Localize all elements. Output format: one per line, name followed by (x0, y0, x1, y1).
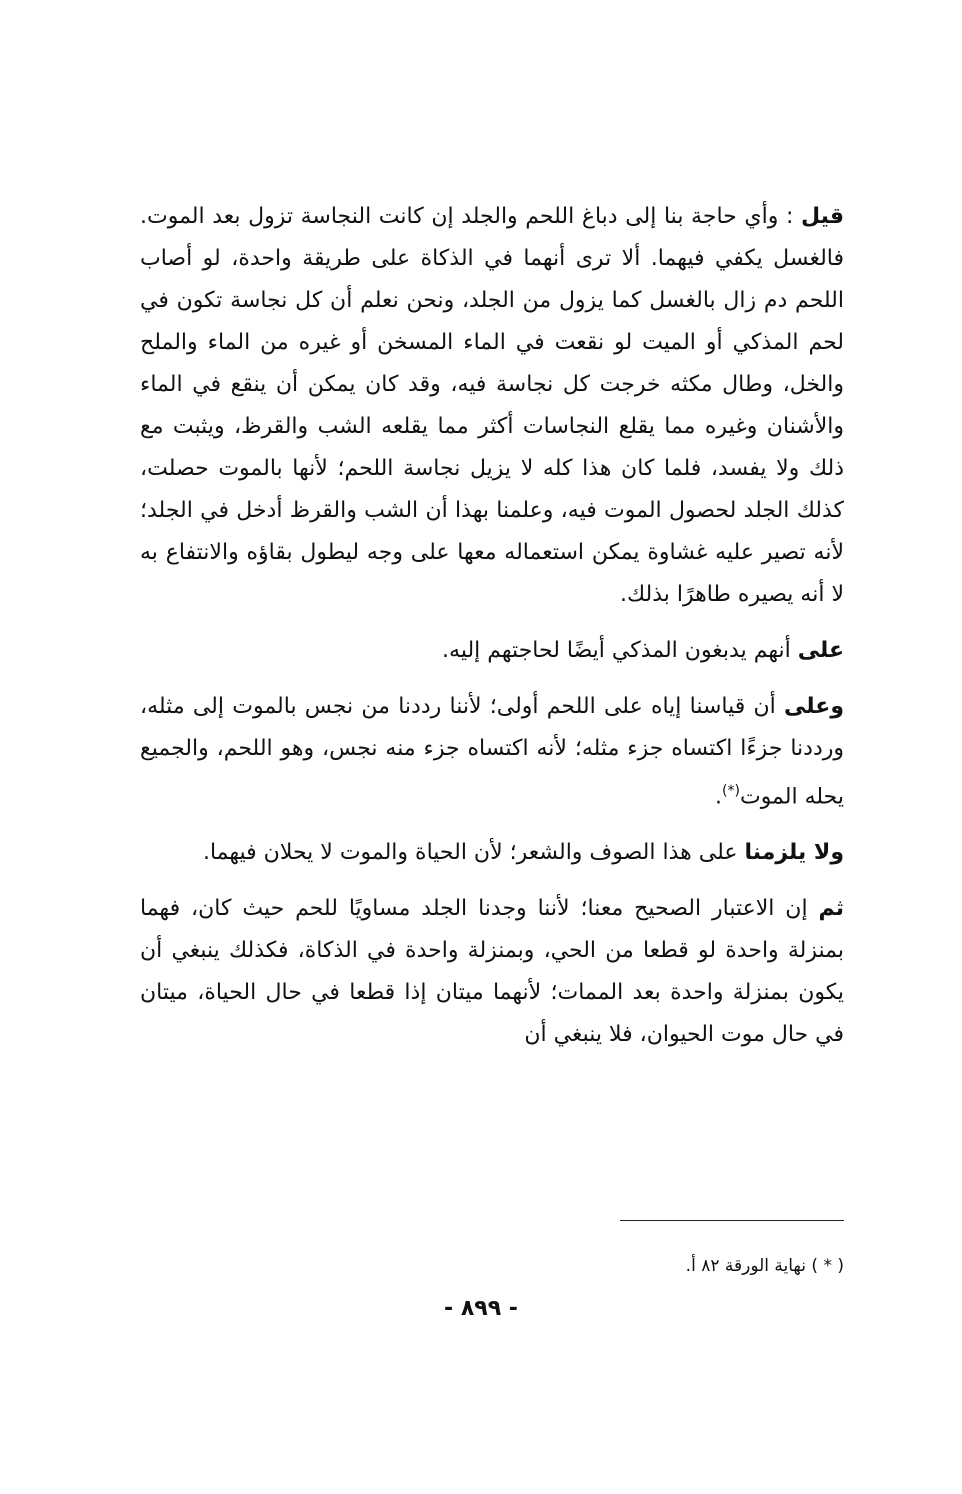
paragraph-2 (140, 630, 844, 672)
page-body (140, 196, 844, 1070)
footnote-marker: ( * ) (811, 1256, 844, 1276)
paragraph-3 (140, 686, 844, 818)
paragraph-3-tail: . (715, 784, 723, 810)
paragraph-3-text: أن قياسنا إياه على اللحم أولى؛ لأننا رددنا من نجس بالموت إلى مثله، ورددنا جزءًا اكتساه جزء مثله؛ لأنه اكتساه جزء منه نجس، وهو اللحم، والجميع يحله الموت (140, 694, 844, 810)
paragraph-1-text: : وأي حاجة بنا إلى دباغ اللحم والجلد إن كانت النجاسة تزول بعد الموت. فالغسل يكفي فيهما. ألا ترى أنهما في الذكاة على طريقة واحدة، لو أصاب اللحم دم زال بالغسل كما يزول من الجلد، ونحن نعلم أن كل نجاسة تكون في لحم المذكي أو الميت لو نقعت في الماء المسخن أو غيره من الماء والملح والخل، وطال مكثه خرجت كل نجاسة فيه، وقد كان يمكن أن ينقع في الماء والأشنان وغيره مما يقلع النجاسات أكثر مما يقلعه الشب والقرظ، ويثبت مع ذلك ولا يفسد، فلما كان هذا كله لا يزيل نجاسة اللحم؛ لأنها بالموت حصلت، كذلك الجلد لحصول الموت فيه، وعلمنا بهذا أن الشب والقرظ أدخل في الجلد؛ لأنه تصير عليه غشاوة يمكن استعماله معها على وجه ليطول بقاؤه والانتفاع به لا أنه يصيره طاهرًا بذلك. (140, 204, 844, 607)
paragraph-4-lead: ولا يلزمنا (744, 840, 844, 866)
paragraph-4 (140, 832, 844, 874)
footnote-text: نهاية الورقة ٨٢ أ. (685, 1256, 807, 1276)
paragraph-5-text: إن الاعتبار الصحيح معنا؛ لأننا وجدنا الجلد مساويًا للحم حيث كان، فهما بمنزلة واحدة لو قطعا من الحي، وبمنزلة واحدة في الذكاة، فكذلك ينبغي أن يكون بمنزلة واحدة بعد الممات؛ لأنهما ميتان إذا قطعا في حال الحياة، ميتان في حال موت الحيوان، فلا ينبغي أن (140, 896, 844, 1048)
footnote (686, 1254, 844, 1278)
page-number: - ٨٩٩ - (444, 1296, 518, 1321)
paragraph-1 (140, 196, 844, 616)
footnote-reference-marker: (*) (722, 783, 740, 799)
paragraph-3-lead: وعلى (784, 694, 844, 719)
paragraph-5-lead: ثم (818, 896, 844, 922)
paragraph-2-lead: على (797, 638, 844, 663)
paragraph-2-text: أنهم يدبغون المذكي أيضًا لحاجتهم إليه. (442, 638, 798, 663)
paragraph-4-text: على هذا الصوف والشعر؛ لأن الحياة والموت لا يحلان فيهما. (202, 840, 745, 866)
paragraph-1-lead: قيل (800, 204, 844, 229)
footnote-divider (620, 1220, 844, 1221)
paragraph-5 (140, 888, 844, 1056)
